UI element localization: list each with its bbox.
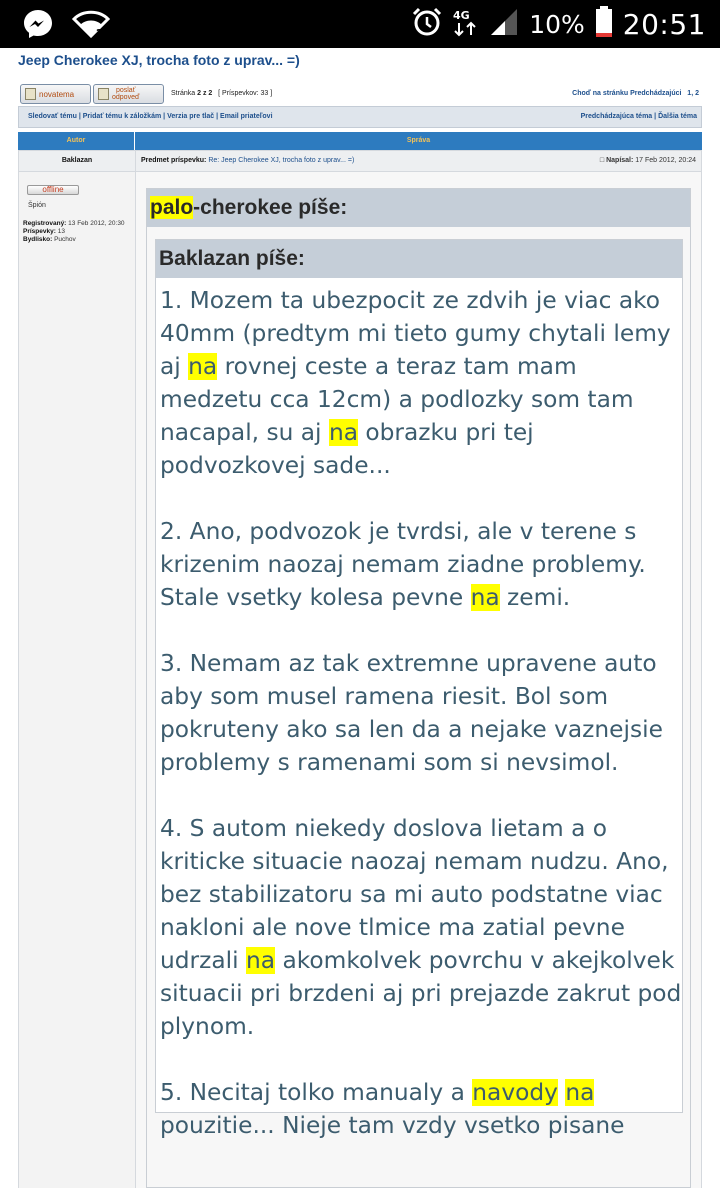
alarm-icon: [411, 6, 443, 43]
messenger-icon: [22, 8, 54, 45]
message-column-header: Správa: [406, 137, 431, 144]
goto-page: Choď na stránku Predchádzajúci 1, 2: [572, 90, 699, 97]
email-friend-link[interactable]: Email priateľovi: [220, 113, 273, 120]
next-topic-link[interactable]: Ďalšia téma: [658, 113, 697, 120]
document-icon: [25, 88, 36, 100]
author-profile-column: [18, 172, 136, 1188]
outer-quote: [146, 188, 691, 1188]
network-4g-icon: [453, 7, 479, 42]
inner-quote-header: Baklazan píše:: [156, 240, 682, 278]
outer-quote-header: palo-cherokee píše:: [147, 189, 690, 227]
status-bar: [0, 0, 720, 48]
quote-paragraph-1: 1. Mozem ta ubezpocit ze zdvih je viac ako 40mm (predtym mi tieto gumy chytali lemy aj na rovnej ceste a teraz tam mam medzetu cca 12cm) a podlozky som tam nacapal, su aj na obrazku pri tej podvozkovej sade...: [160, 287, 671, 479]
signal-icon: [489, 7, 519, 42]
inner-quote-text: [160, 284, 682, 1175]
post-header-row: [18, 150, 702, 172]
svg-text:4G: 4G: [453, 8, 470, 22]
quote-paragraph-2: 2. Ano, podvozok je tvrdsi, ale v terene s krizenim naozaj nemam ziadne problemy. Stale vsetky kolesa pevne na zemi.: [160, 518, 646, 611]
user-rank: Špión: [28, 202, 46, 209]
watch-topic-link[interactable]: Sledovať tému: [28, 113, 77, 120]
subject-label: Predmet príspevku:: [141, 157, 207, 164]
page-2-link: 2: [695, 90, 699, 97]
quote-paragraph-3: 3. Nemam az tak extremne upravene auto aby som musel ramena riesit. Bol som pokruteny ako sa len da a nejake vaznejsie problemy s ramenami som si nevsimol.: [160, 650, 663, 776]
prev-topic-link[interactable]: Predchádzajúca téma: [580, 113, 653, 120]
bookmark-topic-link[interactable]: Pridať tému k záložkám: [82, 113, 162, 120]
print-view-link[interactable]: Verzia pre tlač: [167, 113, 215, 120]
wifi-icon: [72, 9, 110, 44]
reply-button[interactable]: poslať odpoveď: [93, 84, 164, 104]
prev-page-link[interactable]: Predchádzajúci: [630, 90, 682, 97]
battery-icon: [595, 6, 613, 43]
quote-paragraph-4: 4. S autom niekedy doslova lietam a o kriticke situacie naozaj nemam nudzu. Ano, bez stabilizatoru sa mi auto podstatne viac nakloni ale nove tlmice ma zatial pevne udrzali na akomkolvek povrchu v akejkolvek situacii pri brzdeni aj pri prejazde zakrut pod plynom.: [160, 815, 682, 1040]
page-1-link[interactable]: 1: [687, 90, 692, 97]
new-topic-button[interactable]: novatema: [20, 84, 91, 104]
action-buttons: [20, 84, 164, 104]
post-table-header: [18, 132, 702, 150]
battery-percent: 10%: [529, 9, 585, 39]
topic-nav-bar: Sledovať tému | Pridať tému k záložkám | Verzia pre tlač | Email priateľovi Predchádzajúca téma | Ďalšia téma: [18, 106, 702, 128]
quote-paragraph-5: 5. Necitaj tolko manualy a navody na pouzitie... Nieje tam vzdy vsetko pisane: [160, 1079, 625, 1139]
post-author[interactable]: Baklazan: [19, 151, 136, 171]
clock: 20:51: [622, 7, 706, 41]
inner-quote: [155, 239, 683, 1139]
svg-text:?: ?: [96, 27, 103, 39]
page-indicator: Stránka 2 z 2 [ Príspevkov: 33 ]: [171, 90, 273, 97]
user-info: Registrovaný: 13 Feb 2012, 20:30 Príspevky: 13 Bydlisko: Puchov: [23, 220, 125, 243]
topic-title[interactable]: Jeep Cherokee XJ, trocha foto z uprav... =): [18, 52, 300, 68]
post-subject-link[interactable]: Re: Jeep Cherokee XJ, trocha foto z uprav... =): [208, 157, 355, 164]
offline-badge: offline: [27, 185, 79, 195]
post-icon[interactable]: □: [599, 157, 605, 164]
post-count: [ Príspevkov: 33 ]: [218, 90, 273, 97]
document-icon: [98, 88, 109, 100]
posted-info: □ Napísal: 17 Feb 2012, 20:24: [599, 157, 696, 164]
author-column-header: Autor: [18, 132, 135, 150]
